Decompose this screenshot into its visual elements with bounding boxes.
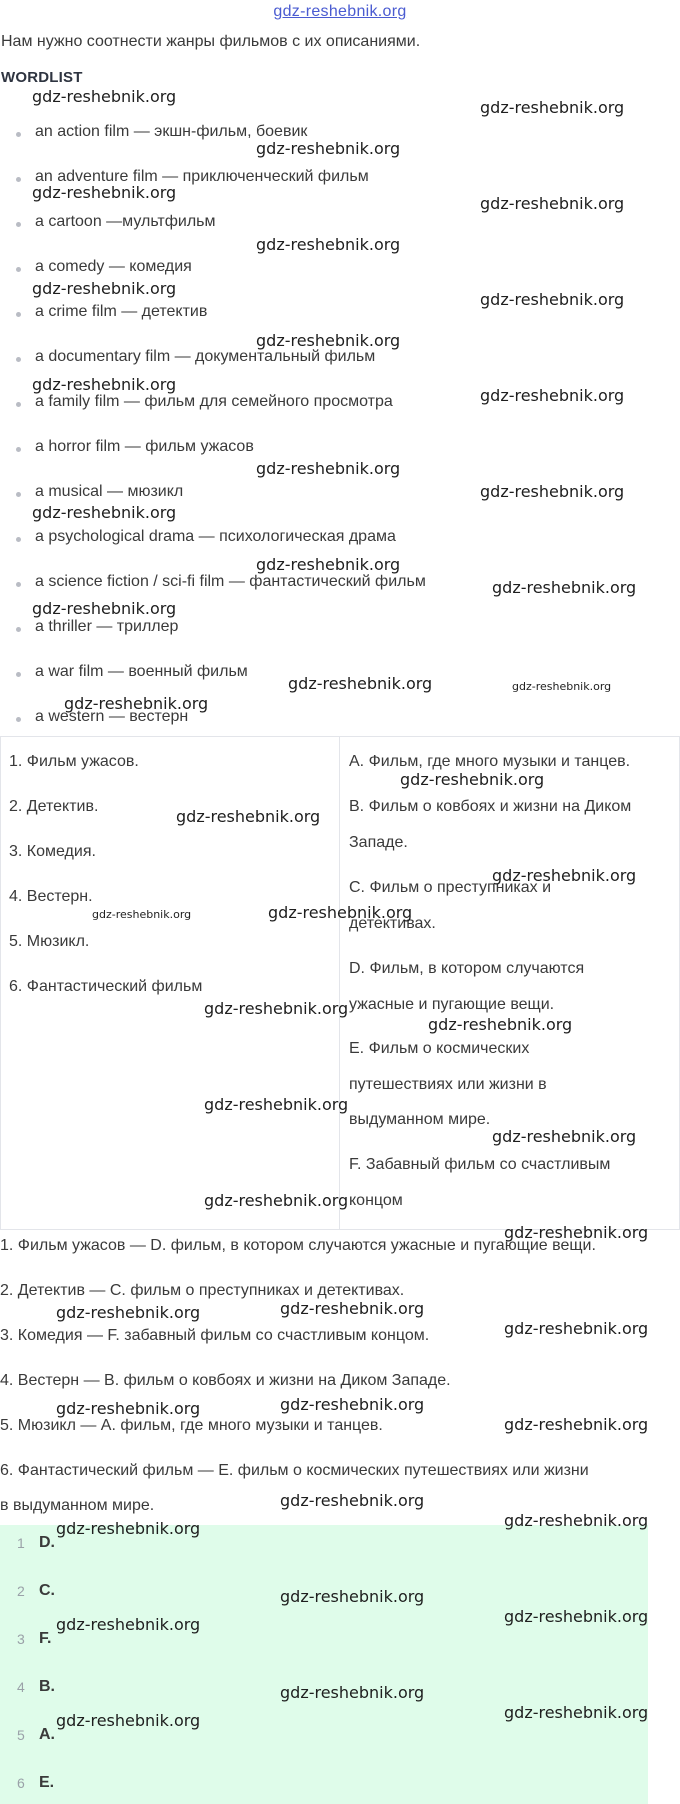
watermark: gdz-reshebnik.org	[504, 1223, 649, 1242]
table-cell-right: D. Фильм, в котором случаются	[349, 960, 585, 977]
matching-table	[0, 736, 680, 1230]
watermark: gdz-reshebnik.org	[32, 599, 177, 618]
watermark: gdz-reshebnik.org	[256, 459, 401, 478]
watermark: gdz-reshebnik.org	[504, 1703, 649, 1722]
list-item-text: a musical — мюзикл	[35, 483, 184, 500]
table-divider	[339, 737, 340, 1229]
watermark: gdz-reshebnik.org	[480, 98, 625, 117]
watermark: gdz-reshebnik.org	[256, 235, 401, 254]
wordlist-title: WORDLIST	[1, 69, 83, 86]
list-item	[16, 213, 216, 231]
watermark: gdz-reshebnik.org	[204, 1191, 349, 1210]
bullet-icon	[16, 582, 21, 587]
list-item	[16, 393, 393, 411]
watermark: gdz-reshebnik.org	[256, 555, 401, 574]
watermark: gdz-reshebnik.org	[400, 770, 545, 789]
watermark: gdz-reshebnik.org	[492, 578, 637, 597]
answer-key-letter: B.	[39, 1678, 55, 1695]
list-item-text: a comedy — комедия	[35, 258, 192, 275]
watermark: gdz-reshebnik.org	[280, 1299, 425, 1318]
table-cell-left: 1. Фильм ужасов.	[9, 753, 139, 770]
watermark: gdz-reshebnik.org	[428, 1015, 573, 1034]
bullet-icon	[16, 312, 21, 317]
table-cell-right: детективах.	[349, 915, 436, 932]
list-item-text: a thriller — триллер	[35, 618, 179, 635]
answer-key-row	[0, 1679, 200, 1703]
list-item	[16, 528, 396, 546]
bullet-icon	[16, 492, 21, 497]
bullet-icon	[16, 672, 21, 677]
list-item-text: a western — вестерн	[35, 708, 189, 725]
watermark: gdz-reshebnik.org	[204, 999, 349, 1018]
intro-text: Нам нужно соотнести жанры фильмов с их описаниями.	[1, 33, 421, 50]
watermark: gdz-reshebnik.org	[480, 386, 625, 405]
table-cell-right: путешествиях или жизни в	[349, 1076, 547, 1093]
list-item-text: a cartoon —мультфильм	[35, 213, 216, 230]
answer-key-letter: E.	[39, 1774, 55, 1791]
list-item-text: an adventure film — приключенческий фильм	[35, 168, 369, 185]
list-item-text: a science fiction / sci-fi film — фантастический фильм	[35, 573, 426, 590]
table-cell-right: выдуманном мире.	[349, 1111, 491, 1128]
list-item-text: a war film — военный фильм	[35, 663, 248, 680]
watermark: gdz-reshebnik.org	[204, 1095, 349, 1114]
answer-line: 6. Фантастический фильм — E. фильм о космических путешествиях или жизни	[0, 1462, 589, 1479]
bullet-icon	[16, 222, 21, 227]
watermark: gdz-reshebnik.org	[280, 1683, 425, 1702]
answer-key-number: 3	[17, 1631, 25, 1647]
bullet-icon	[16, 402, 21, 407]
watermark: gdz-reshebnik.org	[512, 680, 612, 693]
watermark: gdz-reshebnik.org	[32, 375, 177, 394]
table-cell-right: B. Фильм о ковбоях и жизни на Диком	[349, 798, 632, 815]
bullet-icon	[16, 177, 21, 182]
list-item	[16, 348, 375, 366]
list-item	[16, 303, 207, 321]
table-cell-left: 6. Фантастический фильм	[9, 978, 203, 995]
answer-line: в выдуманном мире.	[0, 1497, 155, 1514]
list-item	[16, 663, 248, 681]
watermark: gdz-reshebnik.org	[64, 694, 209, 713]
watermark: gdz-reshebnik.org	[56, 1303, 201, 1322]
bullet-icon	[16, 537, 21, 542]
answer-key-row	[0, 1631, 200, 1655]
answer-key-number: 5	[17, 1727, 25, 1743]
table-cell-right: C. Фильм о преступниках и	[349, 879, 552, 896]
watermark: gdz-reshebnik.org	[32, 279, 177, 298]
watermark: gdz-reshebnik.org	[56, 1399, 201, 1418]
watermark: gdz-reshebnik.org	[176, 807, 321, 826]
list-item-text: a horror film — фильм ужасов	[35, 438, 254, 455]
answer-key-panel	[0, 1525, 648, 1804]
answer-line: 1. Фильм ужасов — D. фильм, в котором случаются ужасные и пугающие вещи.	[0, 1237, 596, 1254]
watermark: gdz-reshebnik.org	[480, 290, 625, 309]
watermark: gdz-reshebnik.org	[504, 1511, 649, 1530]
list-item	[16, 483, 183, 501]
answer-key-row	[0, 1535, 200, 1559]
watermark: gdz-reshebnik.org	[56, 1519, 201, 1538]
answer-line: 4. Вестерн — B. фильм о ковбоях и жизни на Диком Западе.	[0, 1372, 451, 1389]
bullet-icon	[16, 627, 21, 632]
watermark: gdz-reshebnik.org	[268, 903, 413, 922]
table-cell-left: 3. Комедия.	[9, 843, 96, 860]
watermark: gdz-reshebnik.org	[56, 1711, 201, 1730]
watermark: gdz-reshebnik.org	[288, 674, 433, 693]
watermark: gdz-reshebnik.org	[492, 866, 637, 885]
list-item-text: an action film — экшн-фильм, боевик	[35, 123, 308, 140]
answer-key-number: 1	[17, 1535, 25, 1551]
answer-line: 5. Мюзикл — A. фильм, где много музыки и танцев.	[0, 1417, 383, 1434]
watermark: gdz-reshebnik.org	[480, 482, 625, 501]
list-item-text: a documentary film — документальный фильм	[35, 348, 376, 365]
bullet-icon	[16, 447, 21, 452]
watermark: gdz-reshebnik.org	[32, 183, 177, 202]
table-cell-right: ужасные и пугающие вещи.	[349, 996, 555, 1013]
list-item-text: a family film — фильм для семейного просмотра	[35, 393, 393, 410]
answer-line: 2. Детектив — C. фильм о преступниках и детективах.	[0, 1282, 405, 1299]
answer-key-letter: C.	[39, 1582, 55, 1599]
list-item	[16, 618, 178, 636]
list-item	[16, 438, 254, 456]
watermark: gdz-reshebnik.org	[256, 331, 401, 350]
table-cell-left: 2. Детектив.	[9, 798, 99, 815]
list-item	[16, 258, 192, 276]
watermark: gdz-reshebnik.org	[504, 1319, 649, 1338]
bullet-icon	[16, 357, 21, 362]
bullet-icon	[16, 717, 21, 722]
watermark: gdz-reshebnik.org	[504, 1607, 649, 1626]
table-cell-right: F. Забавный фильм со счастливым	[349, 1156, 611, 1173]
watermark: gdz-reshebnik.org	[256, 139, 401, 158]
watermark: gdz-reshebnik.org	[504, 1415, 649, 1434]
answer-key-letter: A.	[39, 1726, 55, 1743]
watermark: gdz-reshebnik.org	[492, 1127, 637, 1146]
list-item	[16, 573, 426, 591]
table-cell-right: концом	[349, 1192, 403, 1209]
answer-key-number: 4	[17, 1679, 25, 1695]
watermark: gdz-reshebnik.org	[480, 194, 625, 213]
table-cell-right: E. Фильм о космических	[349, 1040, 530, 1057]
answer-key-letter: D.	[39, 1534, 55, 1551]
watermark: gdz-reshebnik.org	[280, 1395, 425, 1414]
bullet-icon	[16, 267, 21, 272]
watermark: gdz-reshebnik.org	[32, 87, 177, 106]
answer-key-row	[0, 1727, 200, 1751]
watermark: gdz-reshebnik.org	[32, 503, 177, 522]
bullet-icon	[16, 132, 21, 137]
answer-key-row	[0, 1583, 200, 1607]
watermark: gdz-reshebnik.org	[56, 1615, 201, 1634]
watermark: gdz-reshebnik.org	[92, 908, 192, 921]
answer-key-row	[0, 1775, 200, 1799]
table-cell-right: A. Фильм, где много музыки и танцев.	[349, 753, 631, 770]
table-cell-right: Западе.	[349, 834, 408, 851]
list-item-text: a crime film — детектив	[35, 303, 208, 320]
answer-key-number: 6	[17, 1775, 25, 1791]
answer-line: 3. Комедия — F. забавный фильм со счастливым концом.	[0, 1327, 430, 1344]
watermark: gdz-reshebnik.org	[280, 1587, 425, 1606]
answer-key-letter: F.	[39, 1630, 52, 1647]
watermark: gdz-reshebnik.org	[280, 1491, 425, 1510]
answer-key-number: 2	[17, 1583, 25, 1599]
list-item-text: a psychological drama — психологическая драма	[35, 528, 396, 545]
site-header-link[interactable]: gdz-reshebnik.org	[273, 3, 407, 20]
table-cell-left: 4. Вестерн.	[9, 888, 93, 905]
table-cell-left: 5. Мюзикл.	[9, 933, 90, 950]
